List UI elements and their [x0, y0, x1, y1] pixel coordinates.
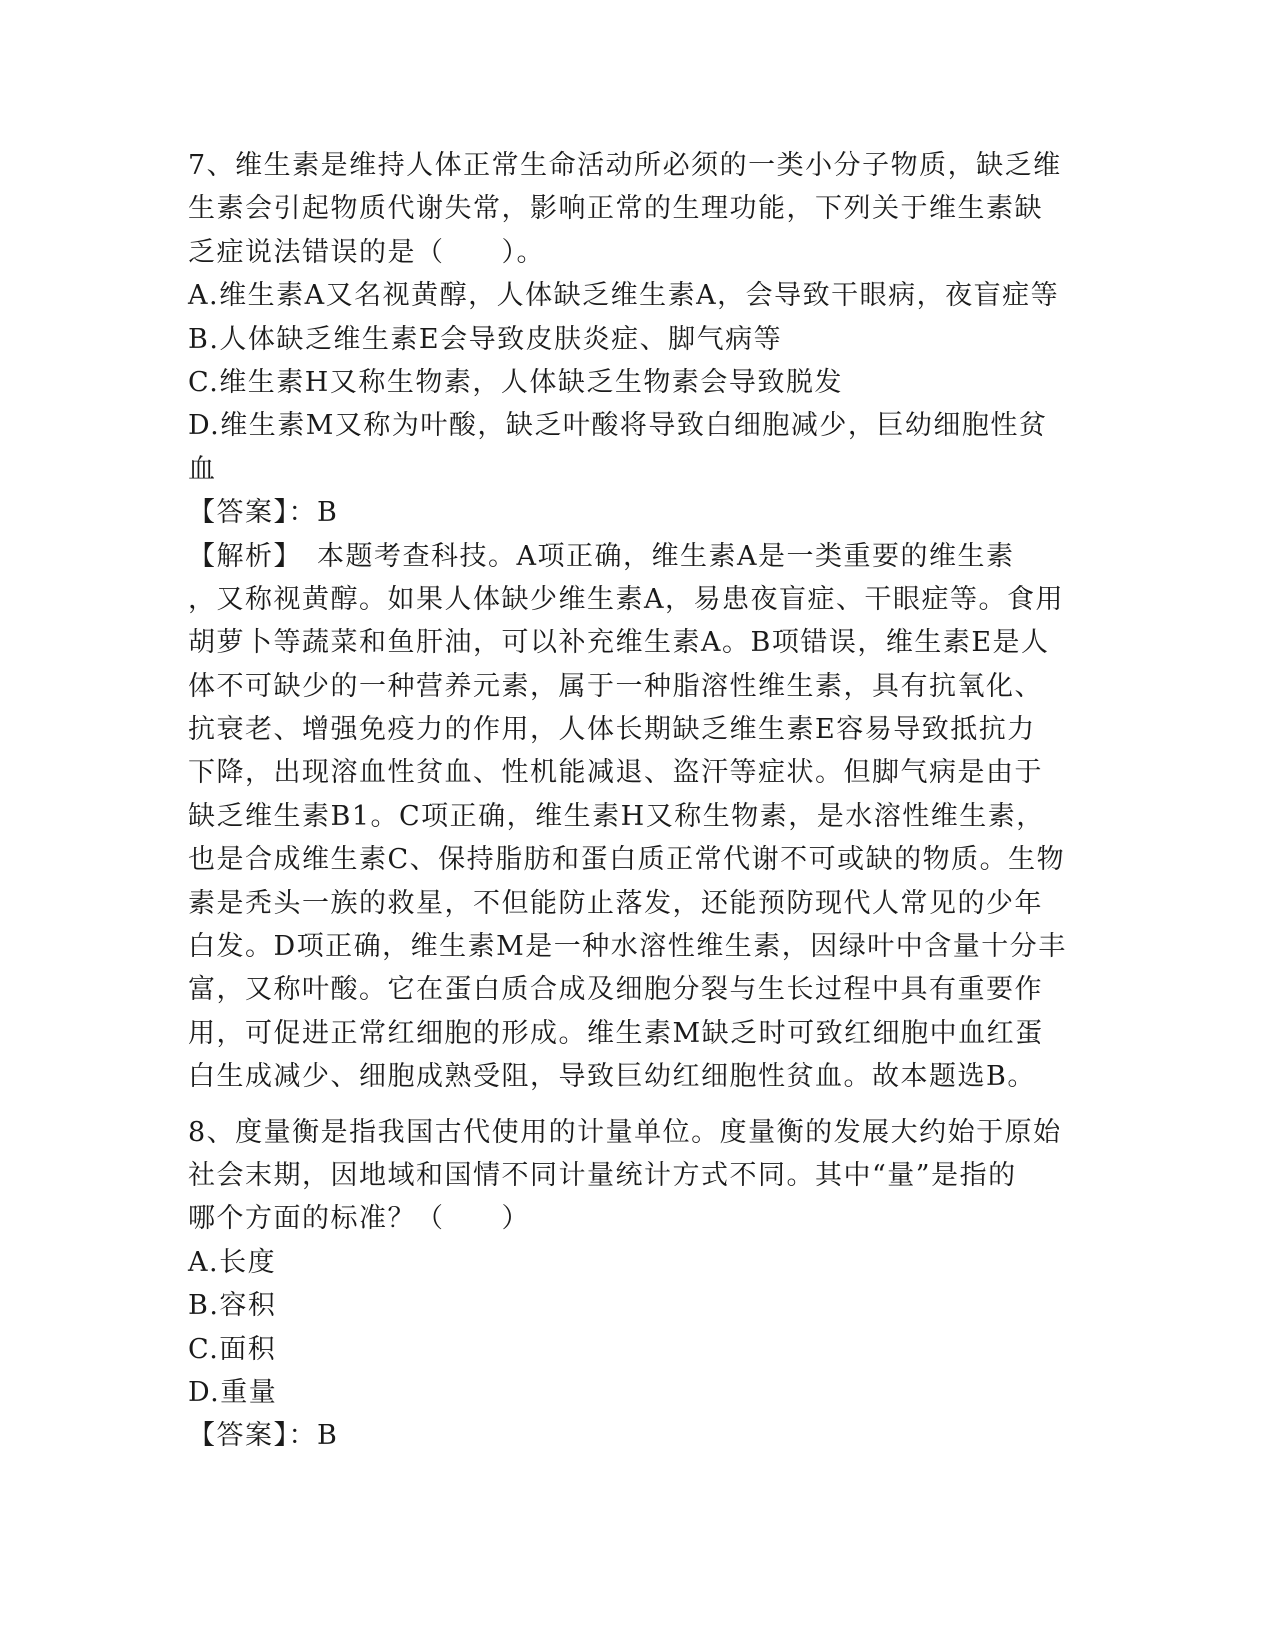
option-d-continued: 血 [188, 453, 217, 485]
question-stem-line: 8、度量衡是指我国古代使用的计量单位。度量衡的发展大约始于原始 [188, 1116, 1062, 1148]
option-d: D.重量 [188, 1376, 278, 1408]
option-b: B.人体缺乏维生素E会导致皮肤炎症、脚气病等 [188, 323, 783, 355]
question-stem-line: 生素会引起物质代谢失常，影响正常的生理功能，下列关于维生素缺 [188, 193, 1043, 225]
answer: 【答案】：B [188, 1420, 339, 1452]
analysis-line: 白生成减少、细胞成熟受阻，导致巨幼红细胞性贫血。故本题选B。 [188, 1061, 1036, 1093]
analysis-line: 下降，出现溶血性贫血、性机能减退、盗汗等症状。但脚气病是由于 [188, 757, 1043, 789]
question-stem-line: 社会末期，因地域和国情不同计量统计方式不同。其中“量”是指的 [188, 1159, 1017, 1191]
analysis-line: 富，又称叶酸。它在蛋白质合成及细胞分裂与生长过程中具有重要作 [188, 974, 1043, 1006]
question-stem-line: 乏症说法错误的是（ ）。 [188, 236, 545, 268]
analysis-line: 素是秃头一族的救星，不但能防止落发，还能预防现代人常见的少年 [188, 887, 1043, 919]
answer: 【答案】：B [188, 497, 339, 529]
analysis-line: 用，可促进正常红细胞的形成。维生素M缺乏时可致红细胞中血红蛋 [188, 1017, 1044, 1049]
question-spacer [188, 1099, 1083, 1111]
analysis-line: 【解析】 本题考查科技。A项正确，维生素A是一类重要的维生素 [188, 540, 1015, 572]
analysis-line: 缺乏维生素B1。C项正确，维生素H又称生物素，是水溶性维生素， [188, 800, 1045, 832]
option-a: A.长度 [188, 1246, 277, 1278]
question-stem-line: 7、维生素是维持人体正常生命活动所必须的一类小分子物质，缺乏维 [188, 150, 1062, 181]
question-8 [188, 1111, 1083, 1458]
analysis-line: 体不可缺少的一种营养元素，属于一种脂溶性维生素，具有抗氧化、 [188, 670, 1043, 702]
analysis-line: ，又称视黄醇。如果人体缺少维生素A，易患夜盲症、干眼症等。食用 [188, 583, 1064, 615]
analysis-line: 抗衰老、增强免疫力的作用，人体长期缺乏维生素E容易导致抵抗力 [188, 714, 1036, 746]
question-stem-line: 哪个方面的标准？（ ） [188, 1203, 530, 1235]
option-c: C.面积 [188, 1333, 277, 1365]
option-c: C.维生素H又称生物素，人体缺乏生物素会导致脱发 [188, 366, 843, 398]
option-b: B.容积 [188, 1290, 277, 1322]
option-a: A.维生素A又名视黄醇，人体缺乏维生素A，会导致干眼病，夜盲症等 [188, 280, 1060, 312]
analysis-line: 也是合成维生素C、保持脂肪和蛋白质正常代谢不可或缺的物质。生物 [188, 844, 1066, 876]
option-d: D.维生素M又称为叶酸，缺乏叶酸将导致白细胞减少，巨幼细胞性贫 [188, 410, 1048, 442]
analysis-line: 胡萝卜等蔬菜和鱼肝油，可以补充维生素A。B项错误，维生素E是人 [188, 627, 1050, 659]
question-7 [188, 144, 1083, 1099]
analysis-line: 白发。D项正确，维生素M是一种水溶性维生素，因绿叶中含量十分丰 [188, 931, 1067, 963]
document-page [188, 144, 1083, 1458]
